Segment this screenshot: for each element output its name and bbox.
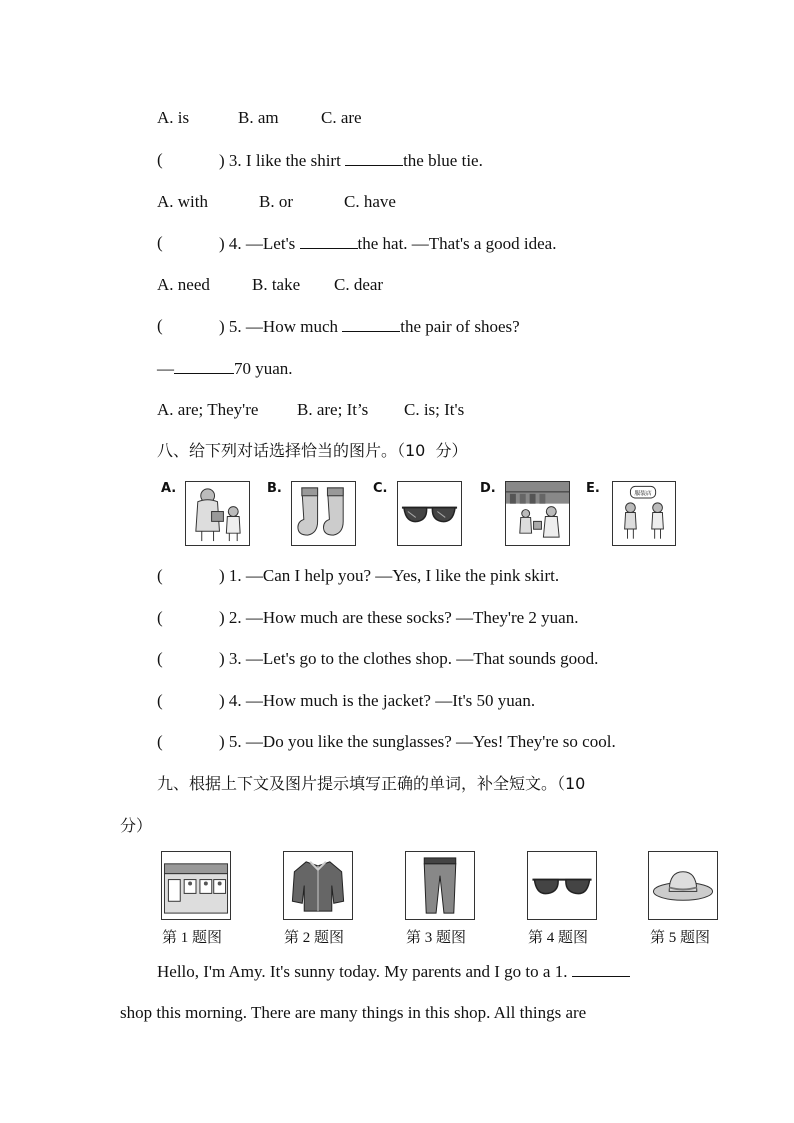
passage-blank-1[interactable] — [572, 960, 630, 977]
q5-option-a: A. are; They're — [157, 400, 259, 419]
q3-question: ) 3. I like the shirt the blue tie. — [219, 151, 483, 170]
q4-option-c: C. dear — [334, 275, 384, 294]
q3-paren: ( — [157, 150, 163, 169]
caption-3: 第 3 题图 — [406, 930, 467, 946]
s8-item-4-paren: ( — [157, 691, 163, 710]
section9-title-line1: 九、根据上下文及图片提示填写正确的单词，补全短文。（10 — [157, 774, 586, 793]
s8-item-5-paren: ( — [157, 732, 163, 751]
hint-picture-4-sunglasses — [527, 851, 597, 920]
s8-item-4: ) 4. —How much is the jacket? —It's 50 yuan. — [219, 691, 536, 710]
picture-d-clothes-shop — [505, 481, 570, 546]
caption-2: 第 2 题图 — [284, 930, 345, 946]
q2-option-a: A. is — [157, 108, 190, 127]
caption-5: 第 5 题图 — [650, 930, 711, 946]
q4-option-a: A. need — [157, 275, 210, 294]
section9-title-line2: 分） — [120, 816, 153, 835]
hint-picture-3-trousers — [405, 851, 475, 920]
q3-option-c: C. have — [344, 192, 396, 211]
hint-picture-1-shop — [161, 851, 231, 920]
s8-item-2-paren: ( — [157, 608, 163, 627]
q4-option-b: B. take — [252, 275, 301, 294]
q2-option-c: C. are — [321, 108, 362, 127]
passage-line-2: shop this morning. There are many things in this shop. All things are — [120, 1003, 587, 1022]
picture-a-shop-assistant — [185, 481, 250, 546]
caption-4: 第 4 题图 — [528, 930, 589, 946]
s8-item-2: ) 2. —How much are these socks? —They're 2 yuan. — [219, 608, 579, 627]
q3-option-a: A. with — [157, 192, 208, 211]
q5-paren: ( — [157, 316, 163, 335]
picture-b-socks — [291, 481, 356, 546]
q5-option-b: B. are; It’s — [297, 400, 369, 419]
q4-paren: ( — [157, 233, 163, 252]
q5-answer-line: — 70 yuan. — [157, 359, 293, 378]
q3-option-b: B. or — [259, 192, 293, 211]
hint-picture-5-hat — [648, 851, 718, 920]
q5-answer-blank[interactable] — [174, 357, 234, 374]
picture-label-d: D. — [480, 481, 496, 496]
s8-item-1: ) 1. —Can I help you? —Yes, I like the pink skirt. — [219, 566, 560, 585]
caption-1: 第 1 题图 — [162, 930, 223, 946]
q4-question: ) 4. —Let's the hat. —That's a good idea. — [219, 234, 557, 253]
section8-title: 八、给下列对话选择恰当的图片。（10 分） — [157, 441, 468, 460]
passage-line-1: Hello, I'm Amy. It's sunny today. My parents and I go to a 1. — [157, 960, 630, 983]
picture-label-b: B. — [267, 481, 282, 496]
picture-label-a: A. — [161, 481, 177, 496]
q5-question: ) 5. —How much the pair of shoes? — [219, 317, 520, 336]
q5-option-c: C. is; It's — [404, 400, 465, 419]
hint-picture-2-jacket — [283, 851, 353, 920]
picture-label-c: C. — [373, 481, 388, 496]
q2-option-b: B. am — [238, 108, 279, 127]
q5-blank[interactable] — [342, 315, 400, 332]
q3-blank[interactable] — [345, 149, 403, 166]
picture-c-sunglasses — [397, 481, 462, 546]
picture-e-two-girls-talking — [612, 481, 676, 546]
s8-item-3: ) 3. —Let's go to the clothes shop. —That sounds good. — [219, 649, 599, 668]
picture-e-bubble-text: 服装店 — [634, 491, 652, 498]
picture-label-e: E. — [586, 481, 600, 496]
q4-blank[interactable] — [300, 232, 358, 249]
s8-item-1-paren: ( — [157, 566, 163, 585]
s8-item-5: ) 5. —Do you like the sunglasses? —Yes! They're so cool. — [219, 732, 616, 751]
s8-item-3-paren: ( — [157, 649, 163, 668]
